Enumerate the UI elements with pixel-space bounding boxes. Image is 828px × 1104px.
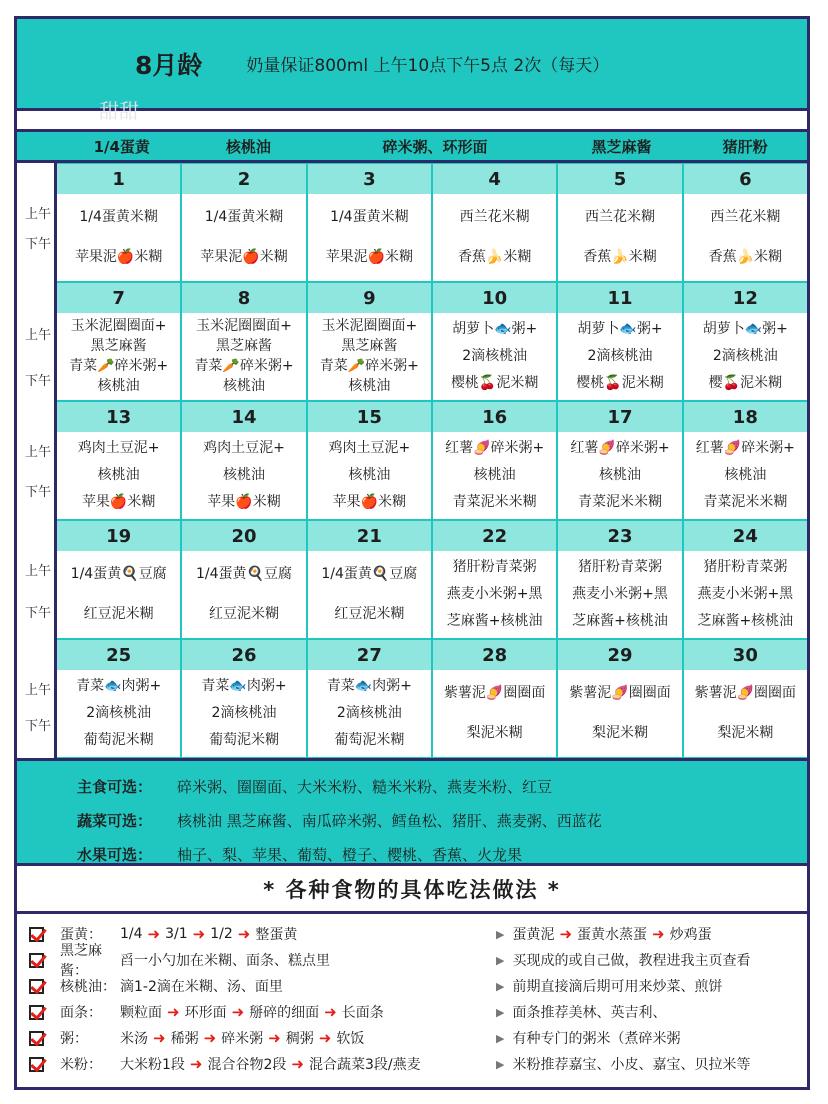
day-menu: [433, 313, 556, 400]
menu-line: 樱🍒泥米糊: [708, 375, 783, 391]
day-number: 16: [433, 402, 556, 432]
menu-line: 燕麦小米粥+黑: [446, 586, 543, 602]
day-menu: [308, 551, 431, 638]
arrow-right-icon: ➜: [652, 925, 665, 943]
step-part: 炒鸡蛋: [669, 927, 712, 943]
new-food-label: 核桃油: [225, 137, 271, 156]
step-label: 核桃油：: [60, 979, 116, 995]
menu-line: 葡萄泥米糊: [83, 732, 154, 748]
day-menu: [182, 551, 305, 638]
new-food-label: 黑芝麻酱: [591, 137, 652, 156]
pm-label: 下午: [25, 237, 52, 252]
menu-line: 黑芝麻酱: [215, 337, 272, 354]
day-number: 13: [57, 402, 180, 432]
menu-line: 苹果泥🍎米糊: [200, 249, 288, 266]
menu-line: 1/4蛋黄米糊: [204, 208, 284, 225]
option-label: 蔬菜可选：: [77, 811, 153, 830]
menu-line: 2滴核桃油: [462, 348, 528, 364]
menu-line: 猪肝粉青菜粥: [452, 559, 537, 575]
day-number: 30: [684, 640, 807, 670]
howto-step: [492, 999, 807, 1025]
day-menu: [433, 432, 556, 519]
day-menu: [684, 194, 807, 281]
checkbox-icon: [29, 1005, 44, 1020]
menu-line: 红豆泥米糊: [334, 606, 405, 623]
day-menu: [684, 313, 807, 400]
triangle-bullet-icon: ▶: [496, 927, 505, 941]
menu-line: 2滴核桃油: [86, 705, 152, 721]
step-part: 稠粥: [285, 1031, 314, 1047]
option-value: 柚子、梨、苹果、葡萄、橙子、樱桃、香蕉、火龙果: [177, 845, 523, 864]
howto-step: [492, 947, 807, 973]
arrow-right-icon: ➜: [147, 925, 161, 943]
menu-line: 红豆泥米糊: [208, 606, 279, 623]
am-label: 上午: [25, 328, 52, 343]
day-cell: [684, 640, 807, 757]
step-label: 面条：: [60, 1005, 102, 1021]
day-cell: [684, 402, 807, 519]
pm-label: 下午: [25, 606, 52, 621]
day-cell: [308, 283, 431, 400]
day-number: 20: [182, 521, 305, 551]
watermark: 甜甜: [99, 99, 139, 123]
step-part: 混合谷物2段: [207, 1057, 287, 1073]
menu-line: 核桃油: [348, 467, 391, 483]
menu-line: 核桃油: [222, 467, 265, 483]
day-cell: [558, 640, 681, 757]
arrow-right-icon: ➜: [318, 1029, 332, 1047]
menu-line: 青菜🐟肉粥+: [76, 678, 162, 694]
day-number: 8: [182, 283, 305, 313]
triangle-bullet-icon: ▶: [496, 1005, 505, 1019]
step-part: 软饭: [336, 1031, 365, 1047]
watermark-strip: [17, 99, 807, 132]
day-cell: [308, 521, 431, 638]
arrow-right-icon: ➜: [167, 1003, 180, 1021]
step-label: 黑芝麻酱：: [60, 943, 102, 979]
day-cell: [558, 283, 681, 400]
howto-step: [17, 999, 492, 1025]
step-part: 整蛋黄: [255, 927, 298, 943]
step-part: 大米粉1段: [120, 1057, 185, 1073]
howto-step: [17, 973, 492, 999]
day-number: 11: [558, 283, 681, 313]
menu-line: 1/4蛋黄米糊: [79, 208, 158, 225]
checkbox-icon: [29, 953, 44, 968]
menu-line: 青菜🥕碎米粥+: [69, 358, 169, 375]
time-label-block: [17, 639, 54, 758]
triangle-bullet-icon: ▶: [496, 953, 505, 967]
day-number: 22: [433, 521, 556, 551]
arrow-right-icon: ➜: [324, 1003, 337, 1021]
age-title: 8月龄: [135, 50, 203, 80]
menu-line: 燕麦小米粥+黑: [572, 586, 668, 602]
menu-line: 鸡肉土豆泥+: [203, 440, 285, 456]
step-part: 混合蔬菜3段/燕麦: [309, 1057, 421, 1073]
am-label: 上午: [25, 683, 52, 698]
step-part: 环形面: [184, 1005, 227, 1021]
menu-line: 香蕉🍌米糊: [708, 249, 783, 266]
day-number: 6: [684, 164, 807, 194]
menu-line: 青菜🐟肉粥+: [326, 678, 412, 694]
option-value: 碎米粥、圈圈面、大米米粉、糙米米粉、燕麦米粉、红豆: [177, 777, 553, 796]
step-part: 稀粥: [170, 1031, 199, 1047]
step-label: 蛋黄：: [60, 927, 102, 943]
menu-line: 2滴核桃油: [336, 705, 402, 721]
triangle-bullet-icon: ▶: [496, 979, 505, 993]
menu-line: 青菜🐟肉粥+: [201, 678, 287, 694]
howto-title: * 各种食物的具体吃法做法 *: [17, 866, 807, 914]
menu-line: 核桃油: [97, 467, 140, 483]
menu-line: 核桃油: [97, 378, 140, 395]
menu-line: 玉米泥圈圈面+: [321, 317, 418, 334]
checkbox-icon: [29, 1031, 44, 1046]
menu-line: 红薯🍠碎米粥+: [445, 440, 545, 456]
day-cell: [308, 402, 431, 519]
howto-step: [492, 921, 807, 947]
day-number: 23: [558, 521, 681, 551]
day-cell: [684, 521, 807, 638]
menu-line: 西兰花米糊: [459, 208, 530, 225]
day-number: 24: [684, 521, 807, 551]
day-cell: [182, 402, 305, 519]
pm-label: 下午: [25, 374, 52, 389]
day-menu: [182, 194, 305, 281]
arrow-right-icon: ➜: [192, 925, 206, 943]
pm-label: 下午: [25, 719, 52, 734]
option-value: 核桃油 黑芝麻酱、南瓜碎米粥、鳕鱼松、猪肝、燕麦粥、西蓝花: [177, 811, 602, 830]
menu-line: 核桃油: [473, 467, 516, 483]
day-number: 17: [558, 402, 681, 432]
menu-line: 红薯🍠碎米粥+: [570, 440, 670, 456]
step-part: 蛋黄泥: [512, 927, 555, 943]
menu-line: 苹果🍎米糊: [81, 494, 156, 510]
menu-line: 香蕉🍌米糊: [457, 249, 532, 266]
day-number: 18: [684, 402, 807, 432]
day-number: 3: [308, 164, 431, 194]
step-label: 米粉：: [60, 1057, 102, 1073]
day-cell: [57, 402, 180, 519]
howto-step: [17, 1051, 492, 1077]
menu-line: 2滴核桃油: [211, 705, 277, 721]
day-cell: [558, 521, 681, 638]
checkbox-icon: [29, 1057, 44, 1072]
menu-line: 2滴核桃油: [712, 348, 778, 364]
menu-line: 苹果🍎米糊: [332, 494, 407, 510]
menu-line: 苹果泥🍎米糊: [325, 249, 414, 266]
step-part: 蛋黄水蒸蛋: [577, 927, 648, 943]
menu-line: 紫薯泥🍠圈圈面: [694, 684, 797, 701]
day-number: 28: [433, 640, 556, 670]
checkbox-icon: [29, 927, 44, 942]
menu-line: 梨泥米糊: [466, 725, 523, 742]
option-row: [17, 803, 807, 837]
triangle-bullet-icon: ▶: [496, 1057, 505, 1071]
menu-line: 青菜🥕碎米粥+: [194, 358, 294, 375]
calendar: [17, 163, 807, 761]
menu-line: 玉米泥圈圈面+: [196, 317, 292, 334]
step-part: 滴1-2滴在米糊、汤、面里: [120, 979, 283, 995]
day-menu: [558, 194, 681, 281]
arrow-right-icon: ➜: [189, 1055, 203, 1073]
day-cell: [182, 521, 305, 638]
am-label: 上午: [25, 207, 52, 222]
day-menu: [433, 670, 556, 757]
option-label: 主食可选：: [77, 777, 153, 796]
step-part: 碎米粥: [221, 1031, 264, 1047]
menu-line: 1/4蛋黄🍳豆腐: [196, 565, 292, 582]
menu-line: 核桃油: [724, 467, 767, 483]
am-label: 上午: [25, 564, 52, 579]
day-menu: [308, 313, 431, 400]
day-number: 2: [182, 164, 305, 194]
menu-line: 梨泥米糊: [591, 725, 648, 742]
day-cell: [433, 283, 556, 400]
day-cell: [182, 164, 305, 281]
step-part: 长面条: [341, 1005, 384, 1021]
day-cell: [308, 640, 431, 757]
arrow-right-icon: ➜: [559, 925, 573, 943]
day-menu: [684, 551, 807, 638]
day-menu: [684, 432, 807, 519]
day-number: 25: [57, 640, 180, 670]
day-number: 15: [308, 402, 431, 432]
day-cell: [182, 283, 305, 400]
time-label-block: [17, 282, 54, 401]
step-part: 1/2: [210, 926, 233, 942]
time-column: [17, 163, 57, 758]
howto-step: [492, 1025, 807, 1051]
day-menu: [57, 551, 180, 638]
menu-line: 梨泥米糊: [717, 725, 774, 742]
triangle-bullet-icon: ▶: [496, 1031, 505, 1045]
howto-step: [492, 973, 807, 999]
day-menu: [684, 670, 807, 757]
arrow-right-icon: ➜: [231, 1003, 245, 1021]
menu-line: 玉米泥圈圈面+: [70, 317, 167, 334]
day-number: 19: [57, 521, 180, 551]
day-cell: [433, 402, 556, 519]
menu-line: 樱桃🍒泥米糊: [450, 375, 539, 391]
day-menu: [182, 670, 305, 757]
menu-line: 芝麻酱+核桃油: [697, 613, 794, 629]
arrow-right-icon: ➜: [291, 1055, 304, 1073]
day-number: 26: [182, 640, 305, 670]
menu-line: 鸡肉土豆泥+: [328, 440, 411, 456]
arrow-right-icon: ➜: [203, 1029, 217, 1047]
day-menu: [308, 432, 431, 519]
day-menu: [558, 432, 681, 519]
menu-line: 紫薯泥🍠圈圈面: [443, 684, 546, 701]
option-row: [17, 769, 807, 803]
day-menu: [182, 313, 305, 400]
day-number: 27: [308, 640, 431, 670]
day-menu: [558, 313, 681, 400]
day-menu: [182, 432, 305, 519]
day-menu: [57, 670, 180, 757]
menu-line: 核桃油: [222, 378, 265, 395]
oilrow-spacer: [17, 132, 57, 160]
day-number: 12: [684, 283, 807, 313]
menu-line: 黑芝麻酱: [341, 337, 398, 354]
new-food-label: 1/4蛋黄: [93, 137, 150, 156]
day-number: 5: [558, 164, 681, 194]
day-cell: [182, 640, 305, 757]
menu-line: 青菜泥米米糊: [703, 494, 788, 510]
howto-step: [17, 943, 492, 979]
step-part: 面条推荐美林、英吉利、: [512, 1005, 667, 1021]
day-cell: [558, 402, 681, 519]
menu-line: 葡萄泥米糊: [208, 732, 279, 748]
howto-step: [17, 1025, 492, 1051]
new-food-label: 猪肝粉: [722, 137, 768, 156]
am-label: 上午: [25, 445, 52, 460]
menu-line: 红薯🍠碎米粥+: [695, 440, 795, 456]
day-number: 4: [433, 164, 556, 194]
day-cell: [684, 164, 807, 281]
day-number: 21: [308, 521, 431, 551]
day-cell: [433, 521, 556, 638]
day-grid: [57, 163, 807, 758]
howto-step: [492, 1051, 807, 1077]
day-menu: [308, 194, 431, 281]
day-cell: [684, 283, 807, 400]
step-part: 1/4: [120, 926, 143, 942]
milk-note: 奶量保证800ml 上午10点下午5点 2次（每天）: [246, 56, 610, 76]
step-part: 颗粒面: [120, 1005, 162, 1021]
day-cell: [558, 164, 681, 281]
arrow-right-icon: ➜: [237, 925, 251, 943]
howto-right-column: [492, 921, 807, 1077]
day-number: 7: [57, 283, 180, 313]
day-number: 10: [433, 283, 556, 313]
menu-line: 核桃油: [598, 467, 641, 483]
new-food-label: 碎米粥、环形面: [382, 137, 488, 156]
step-part: 掰碎的细面: [249, 1005, 320, 1021]
day-number: 29: [558, 640, 681, 670]
day-menu: [558, 670, 681, 757]
menu-line: 1/4蛋黄🍳豆腐: [70, 565, 167, 582]
menu-line: 猪肝粉青菜粥: [703, 559, 788, 575]
day-cell: [433, 640, 556, 757]
day-number: 9: [308, 283, 431, 313]
menu-line: 燕麦小米粥+黑: [697, 586, 794, 602]
menu-line: 青菜泥米米糊: [577, 494, 662, 510]
day-cell: [57, 283, 180, 400]
menu-line: 核桃油: [348, 378, 391, 395]
day-menu: [57, 313, 180, 400]
menu-line: 青菜泥米米糊: [452, 494, 537, 510]
day-menu: [433, 194, 556, 281]
step-part: 米粉推荐嘉宝、小皮、嘉宝、贝拉米等: [512, 1057, 751, 1073]
arrow-right-icon: ➜: [268, 1029, 281, 1047]
step-part: 前期直接滴后期可用来炒菜、煎饼: [512, 979, 723, 995]
day-cell: [57, 164, 180, 281]
day-cell: [433, 164, 556, 281]
day-menu: [57, 194, 180, 281]
menu-line: 1/4蛋黄米糊: [330, 208, 409, 225]
menu-line: 红豆泥米糊: [83, 606, 154, 623]
arrow-right-icon: ➜: [153, 1029, 166, 1047]
menu-line: 黑芝麻酱: [90, 337, 147, 354]
checkbox-icon: [29, 979, 44, 994]
step-part: 有种专门的粥米（煮碎米粥: [512, 1031, 681, 1047]
time-label-block: [17, 520, 54, 639]
menu-line: 葡萄泥米糊: [334, 732, 405, 748]
menu-line: 1/4蛋黄🍳豆腐: [321, 565, 418, 582]
day-cell: [57, 521, 180, 638]
option-label: 水果可选：: [77, 845, 153, 864]
step-part: 买现成的或自己做，教程进我主页查看: [512, 953, 751, 969]
day-menu: [558, 551, 681, 638]
step-part: 米汤: [120, 1031, 148, 1047]
day-menu: [57, 432, 180, 519]
howto-panel: [14, 863, 810, 1090]
menu-line: 香蕉🍌米糊: [583, 249, 657, 266]
howto-left-column: [17, 921, 492, 1077]
new-food-row: [17, 132, 807, 163]
pm-label: 下午: [25, 485, 52, 500]
menu-line: 胡萝卜🐟粥+: [577, 321, 663, 337]
day-menu: [308, 670, 431, 757]
day-cell: [57, 640, 180, 757]
options-panel: [17, 761, 807, 879]
menu-line: 芝麻酱+核桃油: [572, 613, 668, 629]
time-label-block: [17, 401, 54, 520]
menu-line: 西兰花米糊: [584, 208, 655, 225]
time-label-block: [17, 163, 54, 282]
day-cell: [308, 164, 431, 281]
day-menu: [433, 551, 556, 638]
day-number: 14: [182, 402, 305, 432]
step-part: 3/1: [165, 926, 188, 942]
menu-line: 芝麻酱+核桃油: [446, 613, 543, 629]
menu-line: 紫薯泥🍠圈圈面: [569, 684, 671, 701]
schedule-frame: [14, 16, 810, 882]
menu-line: 樱桃🍒泥米糊: [576, 375, 664, 391]
menu-line: 2滴核桃油: [587, 348, 653, 364]
menu-line: 苹果🍎米糊: [207, 494, 281, 510]
menu-line: 青菜🥕碎米粥+: [319, 358, 419, 375]
step-label: 粥：: [60, 1031, 88, 1047]
step-part: 舀一小勺加在米糊、面条、糕点里: [120, 953, 330, 969]
menu-line: 胡萝卜🐟粥+: [452, 321, 538, 337]
menu-line: 鸡肉土豆泥+: [77, 440, 160, 456]
menu-line: 西兰花米糊: [710, 208, 781, 225]
menu-line: 猪肝粉青菜粥: [577, 559, 662, 575]
day-number: 1: [57, 164, 180, 194]
menu-line: 苹果泥🍎米糊: [74, 249, 163, 266]
menu-line: 胡萝卜🐟粥+: [702, 321, 788, 337]
